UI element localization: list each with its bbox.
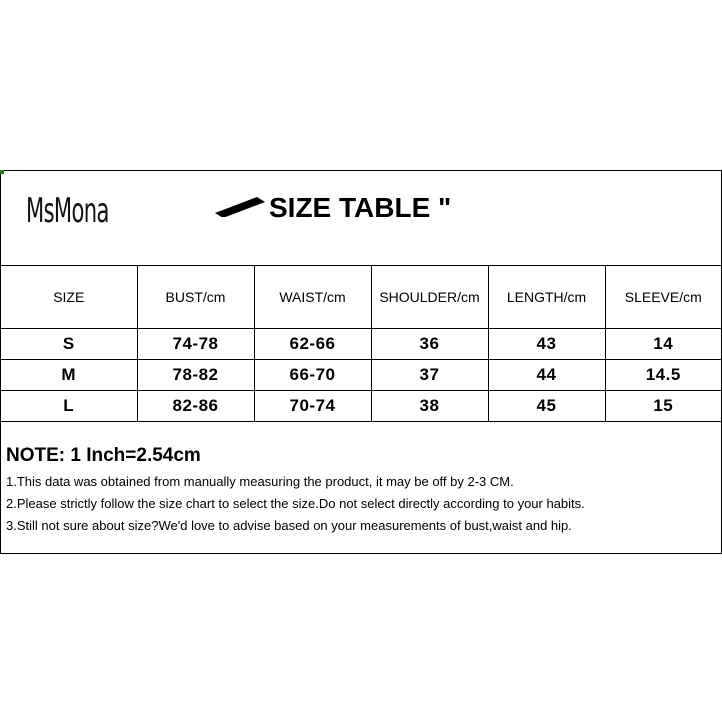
table-cell: 78-82 [137,360,254,391]
table-cell: 14.5 [605,360,721,391]
table-header-row [1,266,721,329]
table-cell: 37 [371,360,488,391]
size-chart [0,170,722,554]
note-line: 3.Still not sure about size?We'd love to advise based on your measurements of bust,waist and hip. [6,518,572,533]
column-header-bust: BUST/cm [137,266,254,329]
note-heading: NOTE: 1 Inch=2.54cm [6,445,201,466]
size-table [1,266,721,422]
note-line: 2.Please strictly follow the size chart to select the size.Do not select directly according to your habits. [6,496,585,511]
table-row [1,391,721,422]
table-cell: L [1,391,137,422]
table-cell: 82-86 [137,391,254,422]
column-header-waist: WAIST/cm [254,266,371,329]
column-header-shoulder: SHOULDER/cm [371,266,488,329]
table-cell: 38 [371,391,488,422]
table-cell: 74-78 [137,329,254,360]
table-cell: 15 [605,391,721,422]
table-cell: M [1,360,137,391]
table-cell: 70-74 [254,391,371,422]
column-header-size: SIZE [1,266,137,329]
slash-decoration-icon [215,197,265,217]
page-title: SIZE TABLE " [269,192,452,223]
table-cell: 14 [605,329,721,360]
table-cell: 66-70 [254,360,371,391]
chart-header [1,171,721,266]
table-row [1,329,721,360]
table-row [1,360,721,391]
table-cell: 36 [371,329,488,360]
table-cell: 43 [488,329,605,360]
table-cell: 62-66 [254,329,371,360]
table-cell: S [1,329,137,360]
brand-logo: MsMona [26,191,109,231]
column-header-length: LENGTH/cm [488,266,605,329]
table-cell: 44 [488,360,605,391]
table-cell: 45 [488,391,605,422]
column-header-sleeve: SLEEVE/cm [605,266,721,329]
note-line: 1.This data was obtained from manually measuring the product, it may be off by 2-3 CM. [6,474,514,489]
notes-section [1,428,721,553]
